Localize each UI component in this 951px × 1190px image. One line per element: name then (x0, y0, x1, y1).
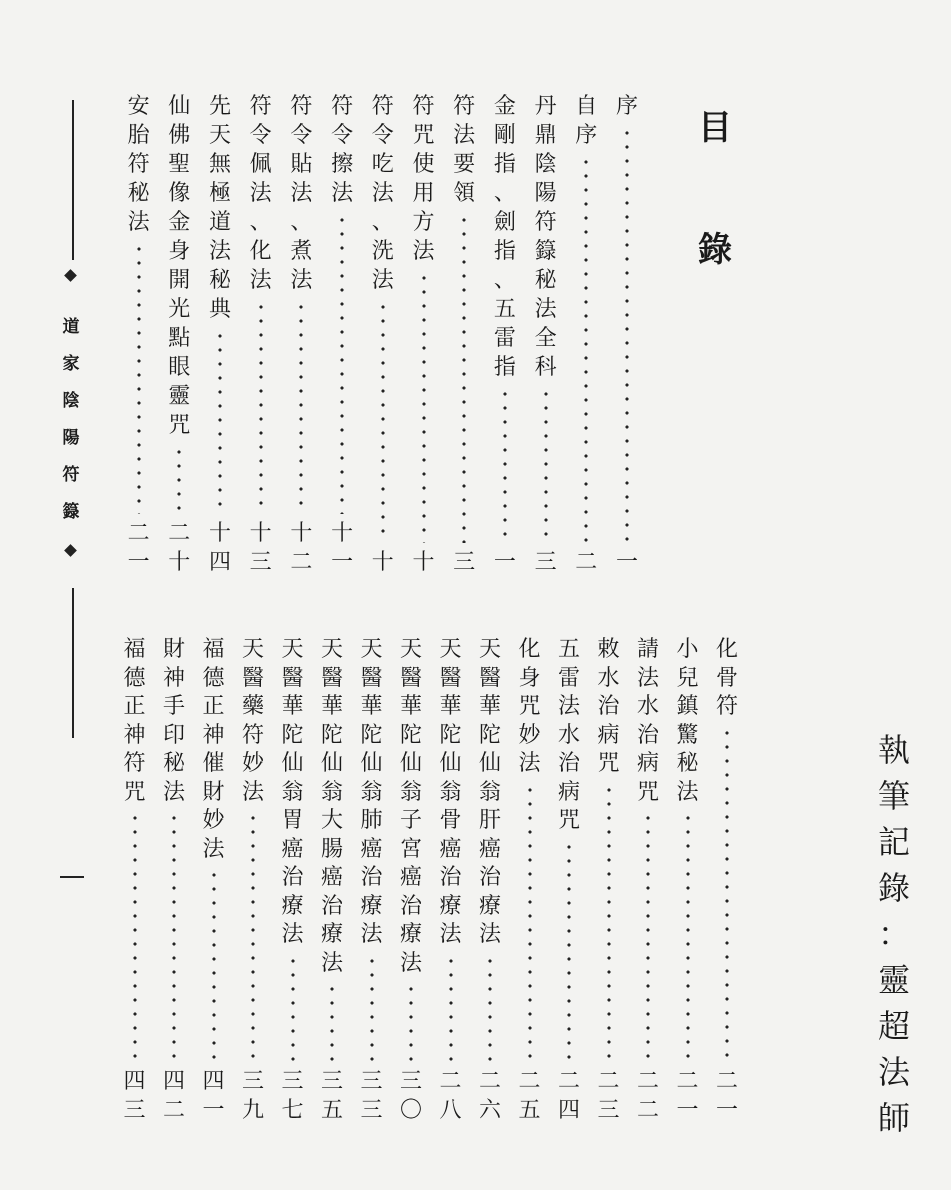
page-number (60, 876, 84, 878)
spine-title-char: 籙 (62, 502, 80, 522)
toc-entry: 仙 佛 聖 像 金 身 開 光 點 眼 靈 咒 二 十 (168, 94, 191, 575)
diamond-ornament-icon (64, 544, 77, 557)
toc-title-char-1: 目 (698, 108, 732, 148)
spine-title-char: 道 (62, 317, 80, 337)
spine-rule-top (72, 100, 74, 260)
toc-entry: 符 令 吃 法 、 洗 法 十 (371, 94, 394, 575)
leader-dots (543, 387, 549, 543)
toc-entry: 符 令 擦 法 十 一 (331, 94, 354, 575)
leader-dots (566, 840, 572, 1063)
toc-entry: 福 德 正 神 催 財 妙 法 四 一 (202, 637, 225, 1123)
leader-dots (408, 982, 414, 1062)
leader-dots (606, 783, 612, 1063)
toc-entry: 符 咒 使 用 方 法 十 (412, 94, 435, 575)
leader-dots (298, 300, 304, 514)
toc-entry: 天 醫 華 陀 仙 翁 肺 癌 治 療 法 三 三 (360, 637, 383, 1123)
leader-dots (211, 868, 217, 1062)
signature-char: 師 (877, 1099, 910, 1137)
leader-dots (724, 726, 730, 1063)
leader-dots (685, 811, 691, 1062)
toc-entry: 小 兒 鎮 驚 秘 法 二 一 (676, 637, 699, 1123)
toc-entry: 符 令 佩 法 、 化 法 十 三 (249, 94, 272, 575)
leader-dots (339, 213, 345, 514)
toc-entry: 五 雷 法 水 治 病 咒 二 四 (557, 637, 580, 1123)
toc-entry: 天 醫 華 陀 仙 翁 肝 癌 治 療 法 二 六 (478, 637, 501, 1123)
toc-entry: 序 一 (615, 94, 638, 575)
leader-dots (645, 811, 651, 1062)
toc-entry: 自 序 二 (575, 94, 598, 575)
signature-char: 筆 (877, 777, 910, 815)
spine-rule-bottom (72, 588, 74, 738)
leader-dots (448, 954, 454, 1063)
signature-char: 超 (877, 1007, 910, 1045)
leader-dots (329, 982, 335, 1062)
leader-dots (624, 126, 630, 543)
toc-entry: 天 醫 華 陀 仙 翁 骨 癌 治 療 法 二 八 (439, 637, 462, 1123)
toc-entry: 天 醫 華 陀 仙 翁 胃 癌 治 療 法 三 七 (281, 637, 304, 1123)
toc-entry: 化 骨 符 二 一 (715, 637, 738, 1123)
toc-entry: 天 醫 華 陀 仙 翁 子 宮 癌 治 療 法 三 〇 (399, 637, 422, 1123)
toc-entry: 丹 鼎 陰 陽 符 籙 秘 法 全 科 三 (534, 94, 557, 575)
toc-entry: 安 胎 符 秘 法 二 一 (127, 94, 150, 575)
toc-entry: 先 天 無 極 道 法 秘 典 十 四 (208, 94, 231, 575)
signature-char: ： (877, 915, 910, 953)
toc-entry: 化 身 咒 妙 法 二 五 (518, 637, 541, 1123)
toc-entry: 財 神 手 印 秘 法 四 二 (162, 637, 185, 1123)
leader-dots (136, 242, 142, 514)
leader-dots (250, 811, 256, 1062)
leader-dots (176, 445, 182, 514)
leader-dots (258, 300, 264, 514)
spine-title-char: 陽 (62, 428, 80, 448)
leader-dots (171, 811, 177, 1062)
spine-title-char: 家 (62, 354, 80, 374)
leader-dots (461, 213, 467, 543)
toc-entry: 天 醫 藥 符 妙 法 三 九 (241, 637, 264, 1123)
toc-entry: 天 醫 華 陀 仙 翁 大 腸 癌 治 療 法 三 五 (320, 637, 343, 1123)
toc-entry: 符 令 貼 法 、 煮 法 十 二 (290, 94, 313, 575)
spine-title-char: 陰 (62, 391, 80, 411)
toc-entry: 福 德 正 神 符 咒 四 三 (123, 637, 146, 1123)
spine-title-char: 符 (62, 465, 80, 485)
signature-char: 法 (877, 1053, 910, 1091)
signature-char: 靈 (877, 961, 910, 999)
toc-title-char-2: 錄 (698, 230, 732, 270)
leader-dots (380, 300, 386, 543)
toc-entry: 請 法 水 治 病 咒 二 二 (636, 637, 659, 1123)
signature-char: 記 (877, 823, 910, 861)
leader-dots (217, 329, 223, 514)
toc-entry: 金 剛 指 、 劍 指 、 五 雷 指 一 (493, 94, 516, 575)
diamond-ornament-icon (64, 269, 77, 282)
signature-char: 執 (877, 731, 910, 769)
leader-dots (132, 811, 138, 1062)
toc-entry: 符 法 要 領 三 (453, 94, 476, 575)
toc-entry: 敕 水 治 病 咒 二 三 (597, 637, 620, 1123)
leader-dots (487, 954, 493, 1063)
leader-dots (369, 954, 375, 1063)
leader-dots (583, 155, 589, 543)
leader-dots (290, 954, 296, 1063)
leader-dots (527, 783, 533, 1063)
signature-char: 錄 (877, 869, 910, 907)
leader-dots (421, 271, 427, 543)
leader-dots (502, 387, 508, 543)
